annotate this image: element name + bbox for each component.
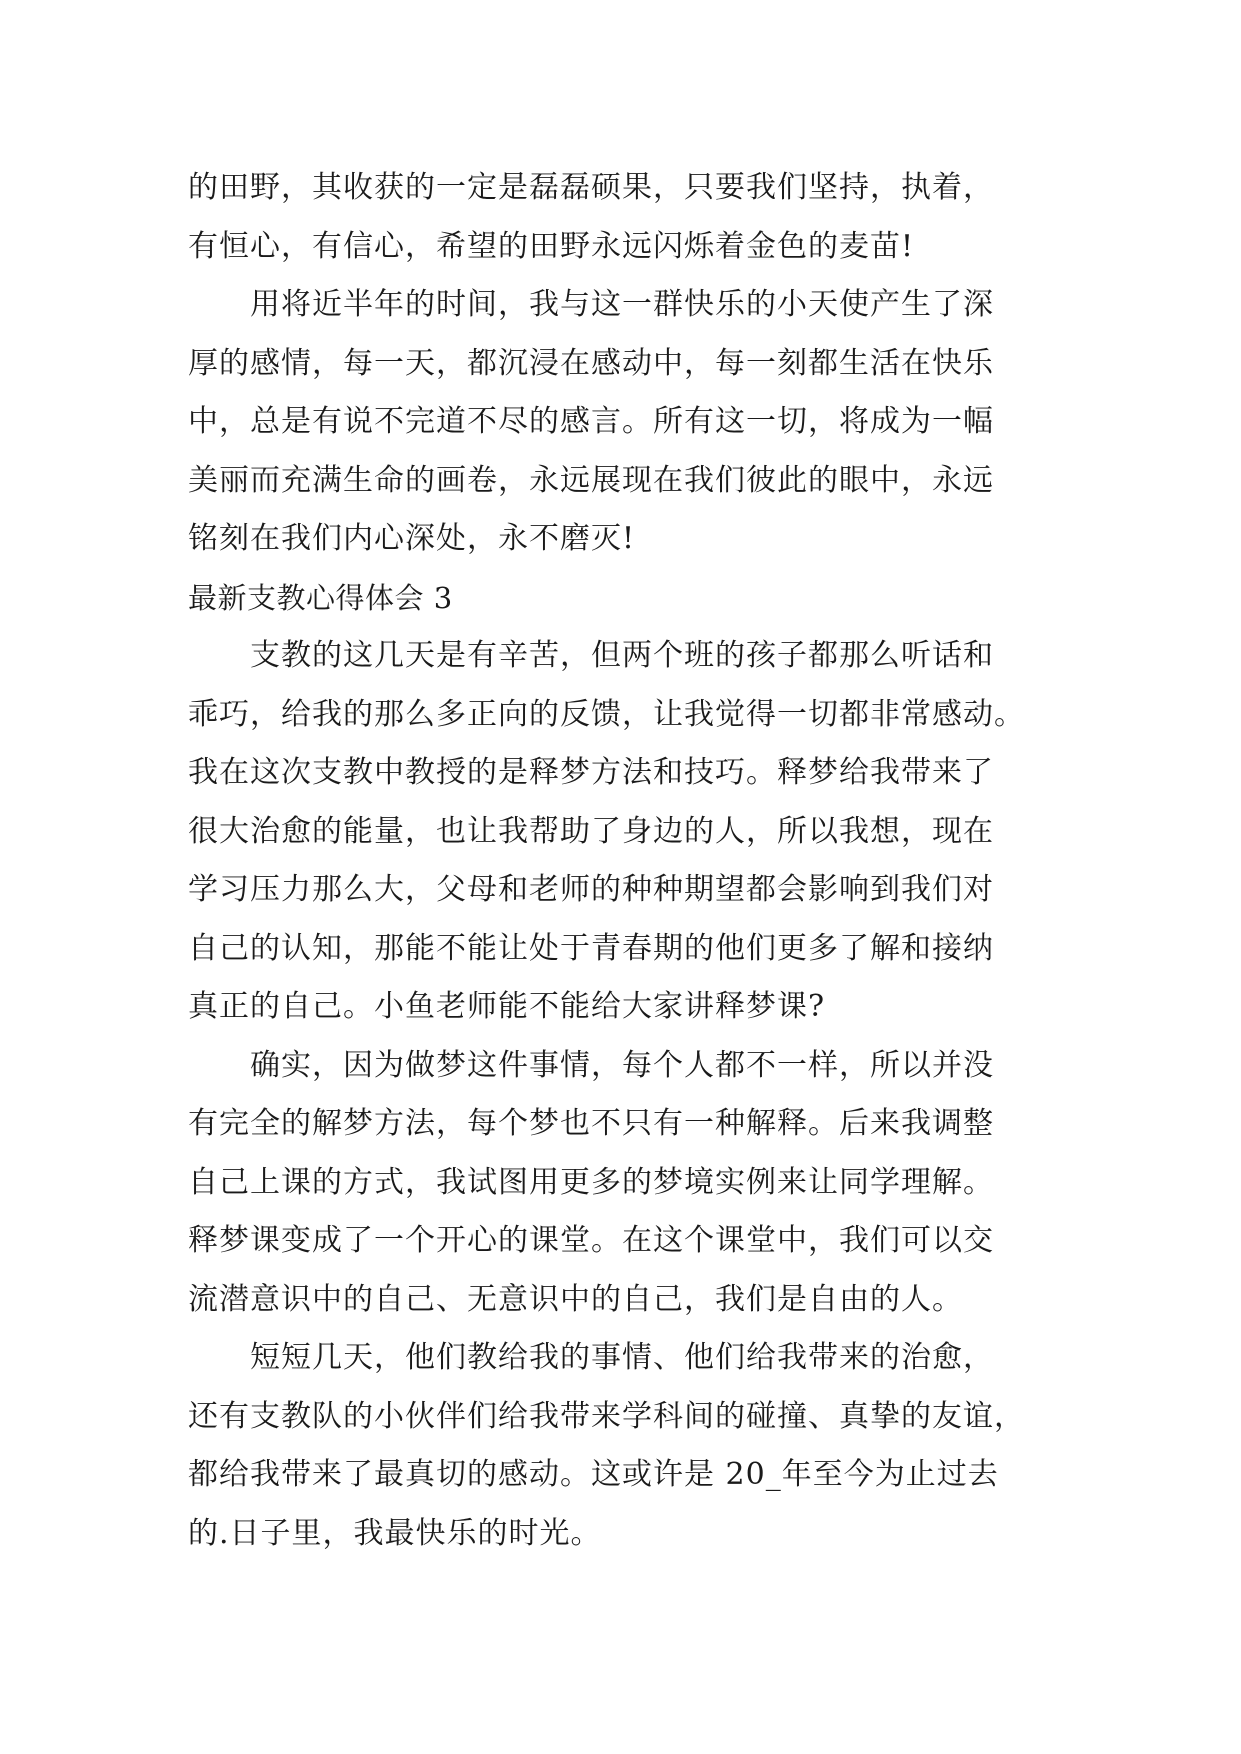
paragraph-start-line: 用将近半年的时间，我与这一群快乐的小天使产生了深 xyxy=(250,287,994,322)
text-line: 自己上课的方式，我试图用更多的梦境实例来让同学理解。 xyxy=(188,1164,994,1200)
text-line: 厚的感情，每一天，都沉浸在感动中，每一刻都生活在快乐 xyxy=(188,345,994,381)
text-line: 的田野，其收获的一定是磊磊硕果，只要我们坚持，执着， xyxy=(188,170,994,205)
text-line: 铭刻在我们内心深处，永不磨灭! xyxy=(188,521,636,556)
text-line: 我在这次支教中教授的是释梦方法和技巧。释梦给我带来了 xyxy=(188,755,994,790)
text-line: 有完全的解梦方法，每个梦也不只有一种解释。后来我调整 xyxy=(188,1106,994,1141)
paragraph-start-line: 确实，因为做梦这件事情，每个人都不一样，所以并没 xyxy=(250,1047,994,1083)
text-line: 很大治愈的能量，也让我帮助了身边的人，所以我想，现在 xyxy=(188,813,994,849)
text-line: 真正的自己。小鱼老师能不能给大家讲释梦课? xyxy=(188,989,826,1024)
document-body xyxy=(188,159,1068,1563)
text-line: 美丽而充满生命的画卷，永远展现在我们彼此的眼中，永远 xyxy=(188,462,994,498)
text-line: 释梦课变成了一个开心的课堂。在这个课堂中，我们可以交 xyxy=(188,1223,994,1258)
text-line: 还有支教队的小伙伴们给我带来学科间的碰撞、真挚的友谊， xyxy=(188,1398,1025,1434)
text-line: 的.日子里，我最快乐的时光。 xyxy=(188,1515,602,1551)
text-line: 都给我带来了最真切的感动。这或许是 20_年至今为止过去 xyxy=(188,1457,999,1492)
paragraph-start-line: 支教的这几天是有辛苦，但两个班的孩子都那么听话和 xyxy=(250,638,994,673)
text-line: 学习压力那么大，父母和老师的种种期望都会影响到我们对 xyxy=(188,872,994,907)
text-line: 流潜意识中的自己、无意识中的自己，我们是自由的人。 xyxy=(188,1281,963,1317)
section-heading: 最新支教心得体会 3 xyxy=(188,580,453,615)
text-line: 中，总是有说不完道不尽的感言。所有这一切，将成为一幅 xyxy=(188,404,994,439)
text-line: 有恒心，有信心，希望的田野永远闪烁着金色的麦苗! xyxy=(188,228,915,264)
text-line: 乖巧，给我的那么多正向的反馈，让我觉得一切都非常感动。 xyxy=(188,696,1025,732)
paragraph-start-line: 短短几天，他们教给我的事情、他们给我带来的治愈， xyxy=(250,1340,994,1375)
text-line: 自己的认知，那能不能让处于青春期的他们更多了解和接纳 xyxy=(188,930,994,966)
